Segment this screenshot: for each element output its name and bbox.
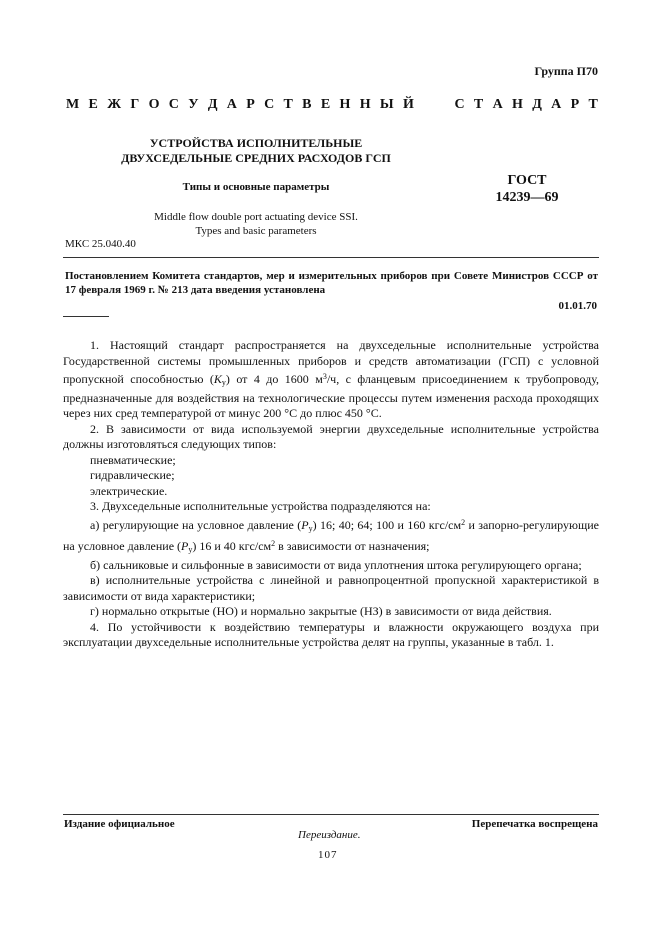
document-subtitle: Типы и основные параметры bbox=[182, 181, 330, 193]
banner-letter: С bbox=[168, 97, 179, 112]
banner-letter: Т bbox=[588, 97, 598, 112]
banner-letter: С bbox=[264, 97, 275, 112]
paragraph-3a: а) регулирующие на условное давление $(P_у)$ 16; 40; 64; 100 и 160 кгс/$см^2$ и запорно-регулирующие на условное давление $(P_у)$ 16 и 40 кгс/$см^2$ в зависимости от назначения; bbox=[63, 517, 599, 554]
banner-letter: Г bbox=[130, 97, 140, 112]
banner-letter: Ж bbox=[107, 97, 122, 112]
list-item: пневматические; bbox=[90, 452, 176, 467]
list-item: гидравлические; bbox=[90, 468, 175, 482]
list-item: электрические. bbox=[90, 483, 168, 498]
banner-letter: Е bbox=[320, 97, 331, 112]
banner-letter: С bbox=[454, 97, 465, 112]
reissue-note: Переиздание. bbox=[298, 829, 361, 841]
banner-letter: Р bbox=[570, 97, 580, 112]
gost-label: ГОСТ bbox=[507, 173, 547, 188]
body-text bbox=[63, 338, 599, 651]
date-underline bbox=[63, 316, 109, 317]
english-title: Middle flow double port actuating device SSI. Types and basic parameters bbox=[154, 211, 358, 237]
banner-letter: Т bbox=[283, 97, 293, 112]
effective-date: 01.01.70 bbox=[558, 300, 597, 312]
paragraph-1: 1. Настоящий стандарт распространяется на двухседельные исполнительные устройства Государственной системы промышленных приборов и средств автоматизации (ГСП) с условной пропускной способностью $(K_у)$ от 4 до 1600 $м^3/ч$, с фланцевым присоединением к трубопроводу, предназначенные для воздействия на технологические процессы путем изменения расхода проходящих через них сред температурой от минус 200 °С до плюс 450 °С. bbox=[63, 338, 600, 420]
banner-letter: Ы bbox=[379, 97, 394, 112]
official-edition: Издание официальное bbox=[64, 818, 175, 830]
banner-letter: О bbox=[148, 97, 160, 112]
banner-letter: Р bbox=[246, 97, 255, 112]
paragraph-3d: г) нормально открытые (НО) и нормально закрытые (НЗ) в зависимости от вида действия. bbox=[90, 604, 552, 618]
banner-letter: Н bbox=[359, 97, 371, 112]
title-block bbox=[96, 136, 416, 238]
banner-letter: Е bbox=[88, 97, 98, 112]
banner-letter: В bbox=[302, 97, 312, 112]
banner-letter: М bbox=[66, 97, 80, 112]
paragraph-3b: б) сальниковые и сильфонные в зависимости от вида уплотнения штока регулирующего органа; bbox=[90, 557, 582, 572]
document-title: УСТРОЙСТВА ИСПОЛНИТЕЛЬНЫЕ ДВУХСЕДЕЛЬНЫЕ СРЕДНИХ РАСХОДОВ ГСП bbox=[121, 136, 391, 165]
group-code: Группа П70 bbox=[534, 64, 598, 78]
banner-letter: Й bbox=[402, 97, 414, 112]
banner-letter: А bbox=[492, 97, 503, 112]
footer-divider bbox=[63, 814, 599, 815]
interstate-standard-banner bbox=[66, 97, 598, 113]
paragraph-3c: в) исполнительные устройства с линейной и равнопроцентной пропускной характеристикой в зависимости от вида характеристики; bbox=[63, 573, 599, 603]
banner-letter: Т bbox=[473, 97, 484, 112]
banner-letter: А bbox=[226, 97, 237, 112]
paragraph-2: 2. В зависимости от вида используемой энергии двухседельные исполнительные устройства должны изготовляться следующих типов: bbox=[63, 421, 599, 451]
reprint-prohibited: Перепечатка воспрещена bbox=[471, 818, 598, 830]
banner-letter: Н bbox=[512, 97, 523, 112]
gost-designation bbox=[478, 172, 576, 206]
paragraph-4: 4. По устойчивости к воздействию температуры и влажности окружающего воздуха при эксплуатации двухседельные исполнительные устройства делят на группы, указанные в табл. 1. bbox=[63, 619, 599, 649]
paragraph-3: 3. Двухседельные исполнительные устройства подразделяются на: bbox=[90, 499, 431, 513]
banner-gap bbox=[423, 97, 445, 113]
header-divider bbox=[63, 257, 599, 258]
gost-number: 14239—69 bbox=[495, 190, 559, 205]
page-number: 107 bbox=[318, 849, 338, 861]
banner-letter: У bbox=[188, 97, 199, 112]
decree-statement: Постановлением Комитета стандартов, мер и измерительных приборов при Совете Министров СССР от 17 февраля 1969 г. № 213 дата введения установлена bbox=[65, 270, 598, 296]
banner-letter: Д bbox=[207, 97, 218, 112]
mks-code: МКС 25.040.40 bbox=[65, 238, 136, 250]
banner-letter: Н bbox=[339, 97, 351, 112]
banner-letter: Д bbox=[532, 97, 542, 112]
banner-letter: А bbox=[551, 97, 562, 112]
